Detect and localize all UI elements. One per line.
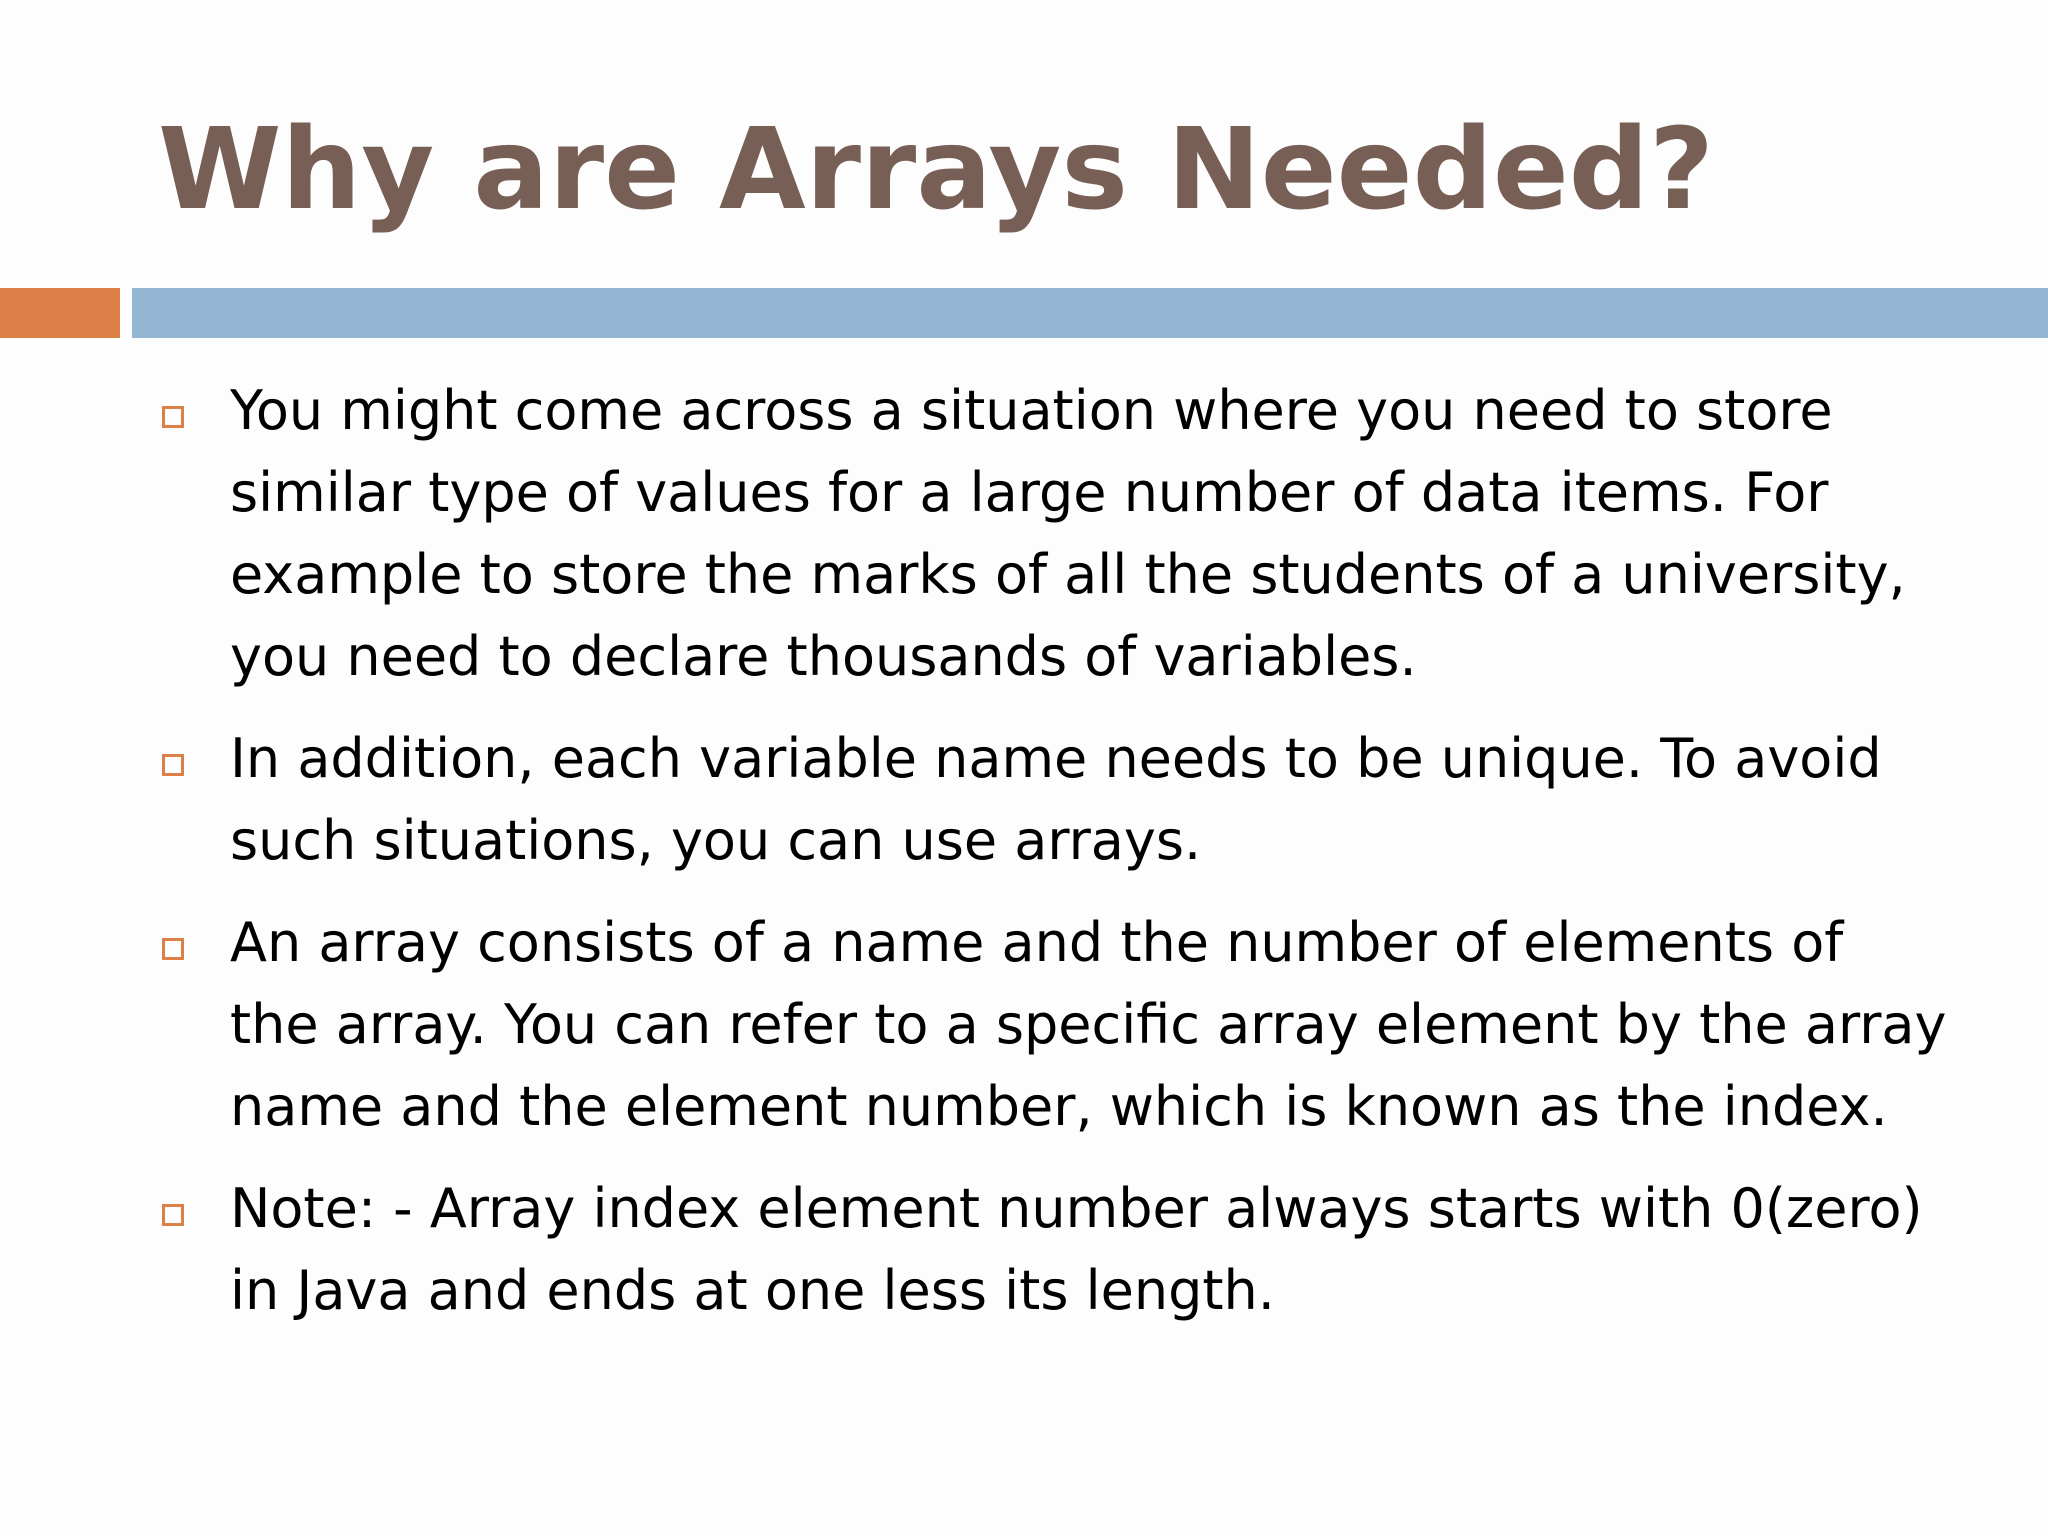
bullet-list — [158, 370, 1948, 1352]
hollow-square-icon — [162, 754, 184, 776]
bullet-item — [158, 1168, 1948, 1332]
bullet-text: Note: - Array index element number always starts with 0(zero) in Java and ends at one less its length. — [230, 1177, 1923, 1322]
bullet-item — [158, 902, 1948, 1148]
bullet-item — [158, 370, 1948, 698]
bullet-text: You might come across a situation where you need to store similar type of values for a large number of data items. For example to store the marks of all the students of a university, you need to declare thousands of variables. — [230, 379, 1906, 688]
slide-title: Why are Arrays Needed? — [158, 105, 1714, 235]
hollow-square-icon — [162, 938, 184, 960]
hollow-square-icon — [162, 1204, 184, 1226]
hollow-square-icon — [162, 406, 184, 428]
bullet-text: An array consists of a name and the number of elements of the array. You can refer to a specific array element by the array name and the element number, which is known as the index. — [230, 911, 1947, 1138]
bullet-item — [158, 718, 1948, 882]
bullet-text: In addition, each variable name needs to be unique. To avoid such situations, you can use arrays. — [230, 727, 1882, 872]
accent-bar-orange — [0, 288, 120, 338]
accent-bar-blue — [132, 288, 2048, 338]
